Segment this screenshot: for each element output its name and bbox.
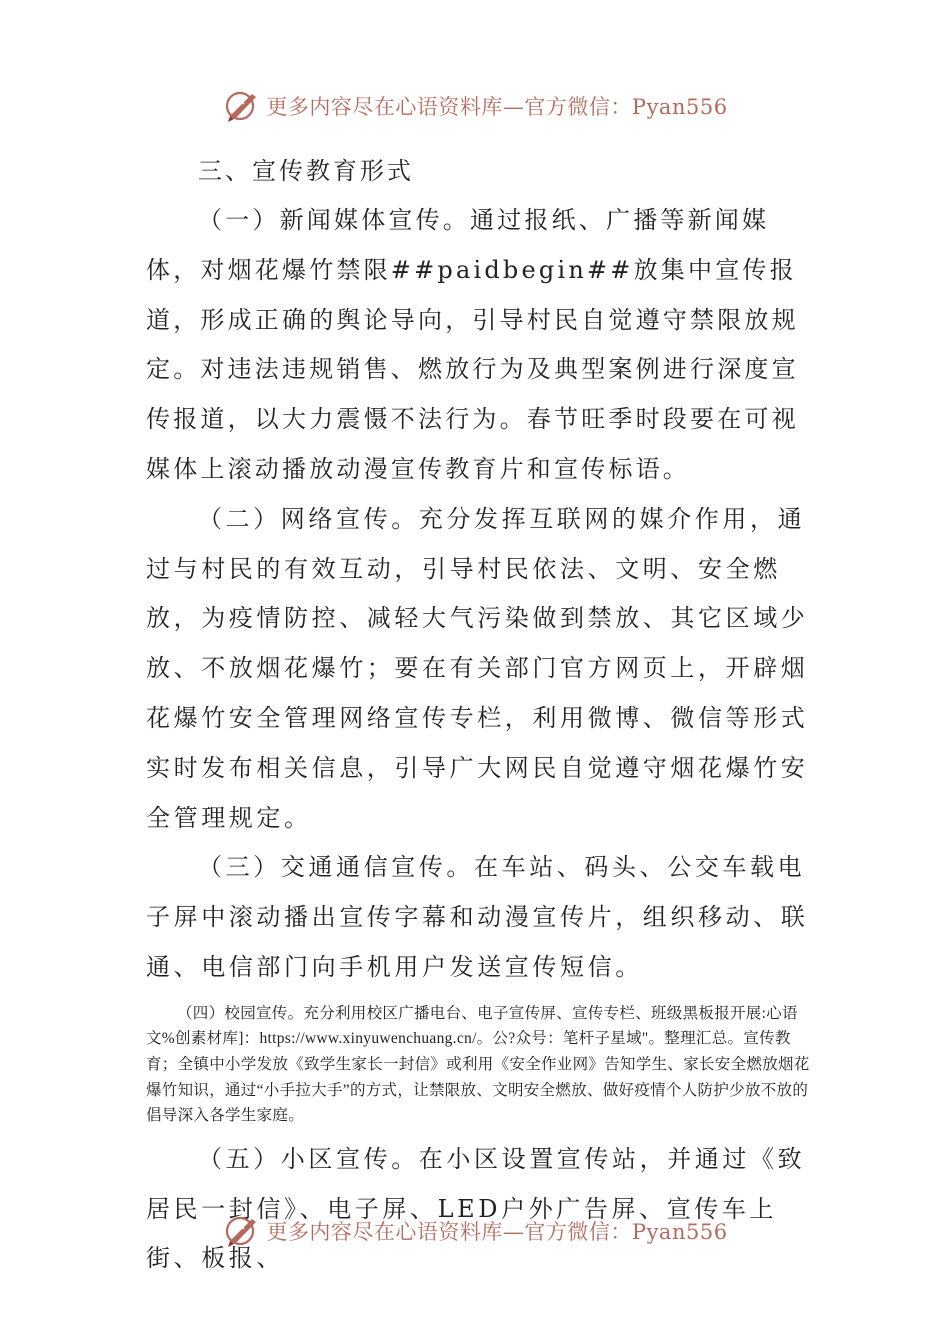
paragraph-campus: （四）校园宣传。充分利用校区广播电台、电子宣传屏、宣传专栏、班级黑板报开展:心语文%创素材库]：https://www.xinyuwenchuang.cn/。公?众号：笔杆子星域"。整理汇总。宣传教育；全镇中小学发放《致学生家长一封信》或利用《安全作业网》告知学生、家长安全燃放烟花爆竹知识，通过“小手拉大手”的方式，让禁限放、文明安全燃放、做好疫情个人防护少放不放的倡导深入各学生家庭。 xyxy=(146,1004,810,1125)
watermark-banner-bottom xyxy=(0,1209,950,1253)
paragraph-network: （二）网络宣传。充分发挥互联网的媒介作用，通过与村民的有效互动，引导村民依法、文明、安全燃放，为疫情防控、减轻大气污染做到禁放、其它区域少放、不放烟花爆竹；要在有关部门官方网页上，开辟烟花爆竹安全管理网络宣传专栏，利用微博、微信等形式实时发布相关信息，引导广大网民自觉遵守烟花爆竹安全管理规定。 xyxy=(146,504,809,832)
paragraph-community: （五）小区宣传。在小区设置宣传站，并通过《致居民一封信》、电子屏、LED户外广告屏、宣传车上街、板报、 xyxy=(146,1144,806,1273)
paragraph-news-media: （一）新闻媒体宣传。通过报纸、广播等新闻媒体，对烟花爆竹禁限##paidbegin##放集中宣传报道，形成正确的舆论导向，引导村民自觉遵守禁限放规定。对违法违规销售、燃放行为及典型案例进行深度宣传报道，以大力震慑不法行为。春节旺季时段要在可视媒体上滚动播放动漫宣传教育片和宣传标语。 xyxy=(146,206,799,483)
watermark-banner-top xyxy=(0,84,950,128)
pen-logo-icon xyxy=(222,86,262,126)
watermark-text: 更多内容尽在心语资料库—官方微信：Pyan556 xyxy=(266,95,728,119)
pen-logo-icon xyxy=(222,1211,262,1251)
section-heading: 三、宣传教育形式 xyxy=(198,157,414,185)
watermark-text: 更多内容尽在心语资料库—官方微信：Pyan556 xyxy=(266,1220,728,1244)
paragraph-traffic-communication: （三）交通通信宣传。在车站、码头、公交车载电子屏中滚动播出宣传字幕和动漫宣传片，组织移动、联通、电信部门向手机用户发送宣传短信。 xyxy=(146,853,809,981)
document-body xyxy=(146,148,810,1284)
